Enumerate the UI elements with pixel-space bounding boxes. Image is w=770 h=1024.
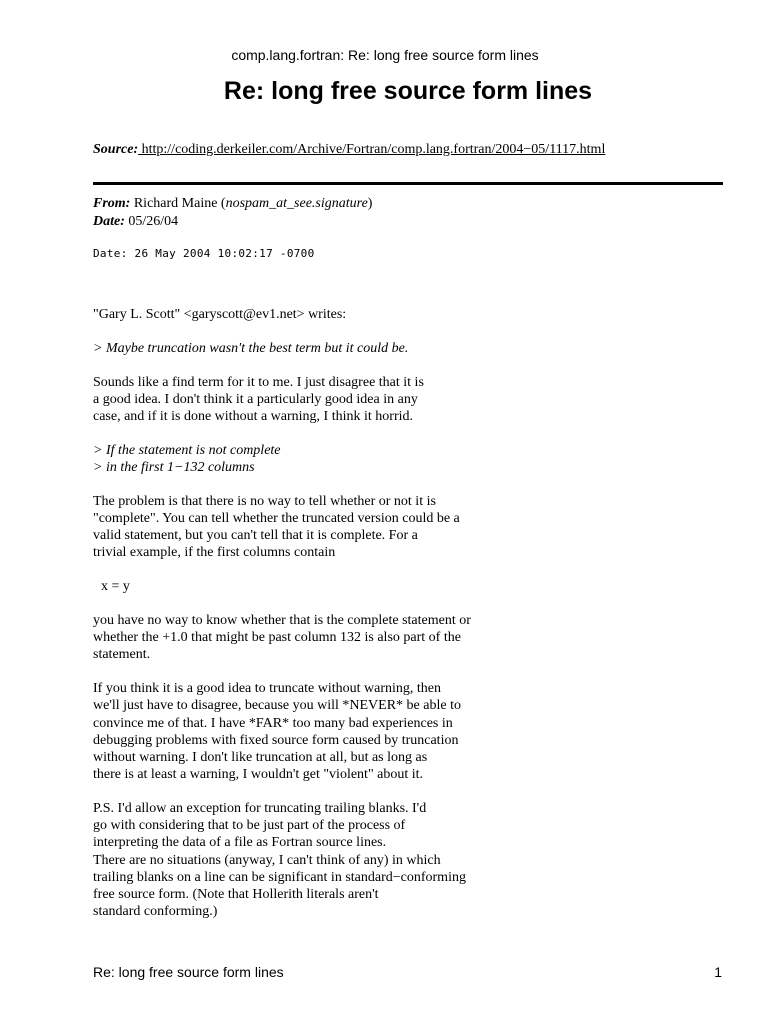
text-line: we'll just have to disagree, because you will *NEVER* be able to (93, 698, 461, 714)
date-label: Date: (93, 214, 125, 229)
text-line: there is at least a warning, I wouldn't get "violent" about it. (93, 767, 424, 783)
paragraph (93, 800, 513, 920)
from-email: nospam_at_see.signature (225, 196, 368, 211)
from-name: Richard Maine ( (133, 196, 226, 211)
message-body (93, 306, 513, 937)
quote-line: > Maybe truncation wasn't the best term but it could be. (93, 340, 409, 356)
text-line: standard conforming.) (93, 904, 218, 920)
page-title: Re: long free source form lines (223, 77, 593, 105)
from-line (93, 196, 372, 212)
quote-line: > If the statement is not complete (93, 442, 281, 458)
text-line: case, and if it is done without a warning, I think it horrid. (93, 409, 413, 424)
page-number: 1 (714, 964, 722, 980)
paragraph (93, 374, 513, 426)
paragraph (93, 680, 513, 783)
source-line (93, 142, 605, 158)
text-line: If you think it is a good idea to truncate without warning, then (93, 681, 441, 697)
text-line: There are no situations (anyway, I can't think of any) in which (93, 852, 441, 868)
source-label: Source: (93, 142, 139, 157)
text-line: whether the +1.0 that might be past column 132 is also part of the (93, 630, 461, 646)
text-line: valid statement, but you can't tell that it is complete. For a (93, 528, 418, 544)
quote-line: > in the first 1−132 columns (93, 460, 255, 475)
code-line: x = y (101, 579, 130, 595)
full-date-line: Date: 26 May 2004 10:02:17 -0700 (93, 247, 315, 260)
date-line (93, 214, 178, 230)
text-line: debugging problems with fixed source form caused by truncation (93, 732, 459, 748)
text-line: a good idea. I don't think it a particularly good idea in any (93, 391, 418, 407)
text-line: trivial example, if the first columns contain (93, 545, 336, 561)
paragraph (93, 493, 513, 562)
text-line: trailing blanks on a line can be significant in standard−conforming (93, 869, 466, 885)
from-close: ) (367, 196, 373, 211)
running-footer: Re: long free source form lines (93, 964, 284, 980)
text-line: "complete". You can tell whether the truncated version could be a (93, 511, 460, 526)
paragraph (93, 612, 513, 664)
text-line: P.S. I'd allow an exception for truncating trailing blanks. I'd (93, 801, 427, 817)
quote-block (93, 442, 513, 476)
text-line: free source form. (Note that Hollerith literals aren't (93, 887, 379, 903)
date-value: 05/26/04 (124, 214, 179, 229)
intro-line: "Gary L. Scott" <garyscott@ev1.net> writes: (93, 307, 347, 322)
text-line: convince me of that. I have *FAR* too many bad experiences in (93, 715, 453, 731)
text-line: without warning. I don't like truncation at all, but as long as (93, 750, 428, 766)
text-line: statement. (93, 647, 151, 663)
text-line: The problem is that there is no way to tell whether or not it is (93, 493, 436, 509)
text-line: interpreting the data of a file as Fortran source lines. (93, 835, 387, 851)
text-line: you have no way to know whether that is the complete statement or (93, 613, 471, 628)
running-header: comp.lang.fortran: Re: long free source form lines (231, 47, 539, 63)
source-url-link[interactable]: http://coding.derkeiler.com/Archive/Fortran/comp.lang.fortran/2004−05/1117.html (138, 142, 606, 157)
text-line: go with considering that to be just part of the process of (93, 818, 406, 834)
from-label: From: (93, 196, 131, 211)
horizontal-divider (93, 182, 723, 185)
text-line: Sounds like a find term for it to me. I just disagree that it is (93, 374, 424, 390)
